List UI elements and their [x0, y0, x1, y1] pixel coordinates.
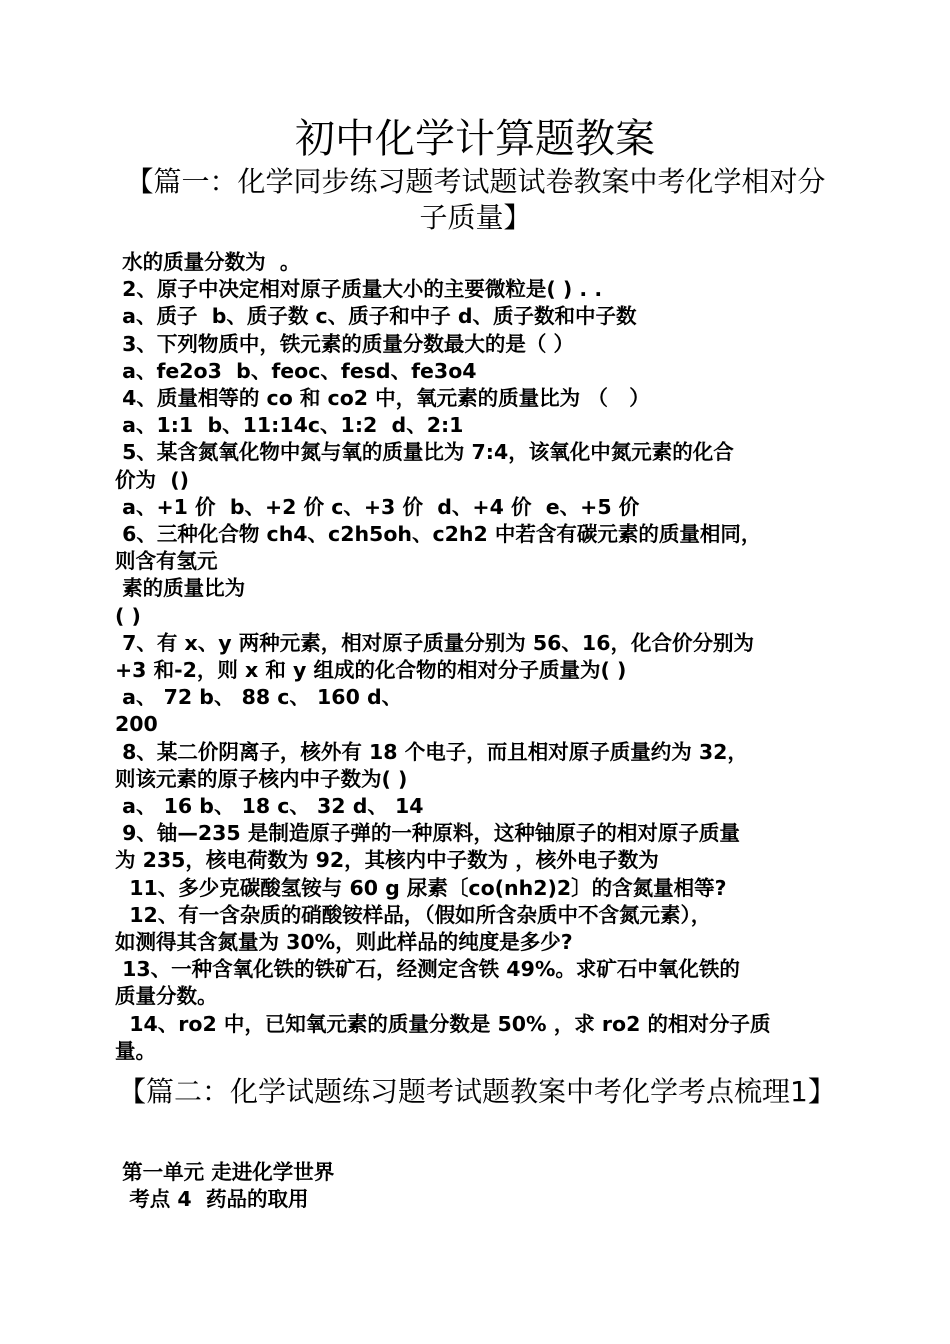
text-line: 200: [115, 712, 158, 737]
text-line: 8、某二价阴离子，核外有 18 个电子，而且相对原子质量约为 32，: [115, 739, 748, 764]
text-line: ( ): [115, 603, 141, 628]
text-line: 6、三种化合物 ch4、c2h5oh、c2h2 中若含有碳元素的质量相同，: [115, 522, 762, 547]
text-line: 考点 4 药品的取用: [115, 1187, 309, 1212]
text-line: 如测得其含氮量为 30%，则此样品的纯度是多少?: [115, 930, 573, 955]
text-line: a、1:1 b、11:14c、1:2 d、2:1: [115, 413, 464, 438]
text-line: 2、原子中决定相对原子质量大小的主要微粒是( ) . .: [115, 277, 603, 302]
text-line: 价为 (): [115, 467, 190, 492]
text-line: a、质子 b、质子数 c、质子和中子 d、质子数和中子数: [115, 304, 637, 329]
text-line: +3 和-2，则 x 和 y 组成的化合物的相对分子质量为( ): [115, 658, 627, 683]
text-line: 4、质量相等的 co 和 co2 中，氧元素的质量比为 （ ）: [115, 386, 650, 411]
section-2-body: [115, 1159, 830, 1213]
text-line: 9、铀—235 是制造原子弹的一种原料，这种铀原子的相对原子质量: [115, 821, 740, 846]
text-line: 第一单元 走进化学世界: [115, 1160, 335, 1184]
text-line: a、 72 b、 88 c、 160 d、: [115, 685, 403, 710]
section-1-body: [115, 249, 830, 1065]
text-line: 12、有一含杂质的硝酸铵样品，（假如所含杂质中不含氮元素），: [115, 902, 712, 927]
text-line: 13、一种含氧化铁的铁矿石，经测定含铁 49%。求矿石中氧化铁的: [115, 957, 740, 982]
document-title: 初中化学计算题教案: [295, 116, 655, 162]
text-line: a、 16 b、 18 c、 32 d、 14: [115, 794, 424, 819]
text-line: 为 235，核电荷数为 92，其核内中子数为 ，核外电子数为: [115, 848, 659, 873]
text-line: 质量分数。: [115, 984, 218, 1009]
section-heading-1: 【篇一：化学同步练习题考试题试卷教案中考化学相对分子质量】: [125, 165, 826, 234]
text-line: 则含有氢元: [115, 549, 218, 574]
text-line: a、+1 价 b、+2 价 c、+3 价 d、+4 价 e、+5 价: [115, 494, 640, 519]
text-line: 则该元素的原子核内中子数为( ): [115, 766, 408, 791]
text-line: 素的质量比为: [115, 576, 246, 601]
text-line: 11、多少克碳酸氢铵与 60 g 尿素〔co(nh2)2〕的含氮量相等?: [115, 875, 727, 900]
text-line: 3、下列物质中，铁元素的质量分数最大的是（ ）: [115, 331, 575, 356]
text-line: 量。: [115, 1038, 156, 1063]
text-line: a、fe2o3 b、feoc、fesd、fe3o4: [115, 358, 477, 383]
text-line: 5、某含氮氧化物中氮与氧的质量比为 7:4，该氧化中氮元素的化合: [115, 440, 734, 465]
text-line: 7、有 x、y 两种元素，相对原子质量分别为 56、16，化合价分别为: [115, 630, 754, 655]
section-heading-2: 【篇二：化学试题练习题考试题教案中考化学考点梳理1】: [118, 1075, 836, 1108]
text-line: 14、ro2 中，已知氧元素的质量分数是 50% ，求 ro2 的相对分子质: [115, 1011, 771, 1036]
text-line: 水的质量分数为 。: [115, 250, 301, 274]
